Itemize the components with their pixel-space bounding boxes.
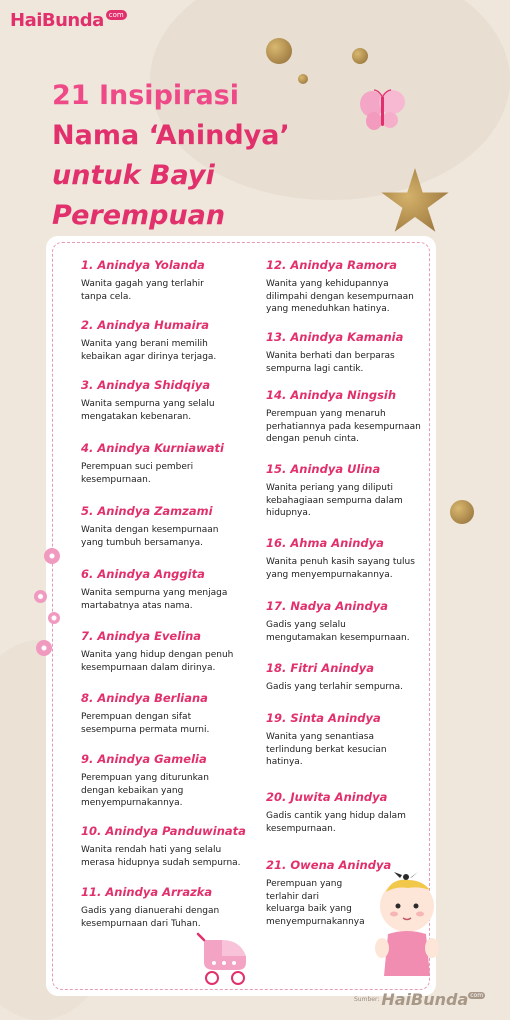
name-meaning: Wanita rendah hati yang selalu merasa hidupnya sudah sempurna.: [81, 845, 241, 868]
name-meaning: Wanita sempurna yang menjaga martabatnya atas nama.: [81, 588, 228, 611]
name-meaning: Gadis yang dianuerahi dengan kesempurnaan dari Tuhan.: [81, 906, 220, 929]
title-line-3: untuk Bayi Perempuan: [52, 160, 226, 231]
name-entry: [81, 441, 261, 486]
name-meaning: Wanita yang hidup dengan penuh kesempurnaan dalam dirinya.: [81, 650, 234, 673]
glitter-dot-icon: [352, 48, 368, 64]
name-title: 15. Anindya Ulina: [266, 462, 381, 476]
name-entry: [81, 318, 261, 363]
name-title: 14. Anindya Ningsih: [266, 388, 397, 402]
name-meaning: Wanita dengan kesempurnaan yang tumbuh bersamanya.: [81, 525, 219, 548]
name-entry: [266, 711, 444, 769]
name-title: 6. Anindya Anggita: [81, 567, 205, 581]
name-meaning: Perempuan yang diturunkan dengan kebaikan yang menyempurnakannya.: [81, 773, 209, 808]
name-title: 13. Anindya Kamania: [266, 330, 404, 344]
name-meaning: Gadis yang selalu mengutamakan kesempurnaan.: [266, 620, 410, 643]
name-title: 11. Anindya Arrazka: [81, 885, 213, 899]
glitter-dot-icon: [266, 38, 292, 64]
name-title: 12. Anindya Ramora: [266, 258, 398, 272]
page-title: [52, 76, 382, 236]
name-meaning: Perempuan yang terlahir dari keluarga baik yang menyempurnakannya: [266, 879, 365, 927]
name-title: 7. Anindya Evelina: [81, 629, 202, 643]
name-entry: [81, 567, 261, 612]
name-title: 21. Owena Anindya: [266, 858, 392, 872]
watermark-suffix: com: [470, 992, 484, 999]
watermark: [354, 990, 485, 1009]
name-title: 3. Anindya Shidqiya: [81, 378, 211, 392]
name-title: 17. Nadya Anindya: [266, 599, 388, 613]
haibunda-logo[interactable]: [10, 6, 127, 34]
logo-suffix: com: [106, 10, 127, 20]
name-entry: [266, 258, 444, 316]
name-meaning: Perempuan dengan sifat sesempurna permata murni.: [81, 712, 210, 735]
name-meaning: Wanita yang kehidupannya dilimpahi dengan kesempurnaan yang meneduhkan hatinya.: [266, 279, 414, 314]
name-meaning: Wanita gagah yang terlahir tanpa cela.: [81, 279, 204, 302]
watermark-prefix: Sumber:: [354, 996, 380, 1003]
name-entry: [81, 885, 261, 930]
name-title: 19. Sinta Anindya: [266, 711, 381, 725]
name-entry: [81, 691, 261, 736]
flower-icon: [44, 548, 60, 564]
name-entry: [81, 752, 261, 810]
name-meaning: Perempuan suci pemberi kesempurnaan.: [81, 462, 194, 485]
name-meaning: Gadis yang terlahir sempurna.: [266, 682, 403, 692]
name-entry: [266, 599, 444, 644]
title-line-1: 21 Insipirasi: [52, 80, 240, 111]
name-meaning: Wanita yang senantiasa terlindung berkat kesucian hatinya.: [266, 732, 387, 767]
name-title: 5. Anindya Zamzami: [81, 504, 213, 518]
name-title: 18. Fitri Anindya: [266, 661, 374, 675]
name-entry: [266, 388, 444, 446]
logo-text: HaiBunda: [10, 9, 104, 31]
watermark-brand: HaiBunda: [381, 990, 469, 1009]
glitter-dot-icon: [450, 500, 474, 524]
flower-icon: [48, 612, 60, 624]
name-meaning: Wanita berhati dan berparas sempurna lagi cantik.: [266, 351, 395, 374]
name-entry: [266, 536, 444, 581]
title-line-2: Nama ‘Anindya’: [52, 120, 290, 151]
name-meaning: Wanita periang yang diliputi kebahagiaan sempurna dalam hidupnya.: [266, 483, 403, 518]
name-meaning: Wanita penuh kasih sayang tulus yang menyempurnakannya.: [266, 557, 415, 580]
name-title: 2. Anindya Humaira: [81, 318, 210, 332]
name-title: 8. Anindya Berliana: [81, 691, 208, 705]
name-title: 4. Anindya Kurniawati: [81, 441, 224, 455]
name-meaning: Perempuan yang menaruh perhatiannya pada kesempurnaan dengan penuh cinta.: [266, 409, 421, 444]
name-title: 16. Ahma Anindya: [266, 536, 384, 550]
name-meaning: Wanita yang berani memilih kebaikan agar dirinya terjaga.: [81, 339, 217, 362]
name-entry: [266, 330, 444, 375]
name-entry: [81, 629, 261, 674]
name-title: 1. Anindya Yolanda: [81, 258, 205, 272]
flower-icon: [36, 640, 52, 656]
name-entry: [266, 462, 444, 520]
name-entry: [81, 504, 261, 549]
name-title: 20. Juwita Anindya: [266, 790, 388, 804]
name-entry: [81, 258, 261, 303]
name-meaning: Gadis cantik yang hidup dalam kesempurnaan.: [266, 811, 406, 834]
name-entry: [81, 824, 261, 869]
name-title: 10. Anindya Panduwinata: [81, 824, 246, 838]
baby-stroller-icon: [194, 930, 254, 988]
name-title: 9. Anindya Gamelia: [81, 752, 207, 766]
name-entry: [266, 790, 444, 835]
name-entry: [81, 378, 261, 423]
flower-icon: [34, 590, 47, 603]
name-entry: [266, 661, 444, 694]
name-meaning: Wanita sempurna yang selalu mengatakan kebenaran.: [81, 399, 215, 422]
baby-girl-icon: [372, 872, 442, 982]
